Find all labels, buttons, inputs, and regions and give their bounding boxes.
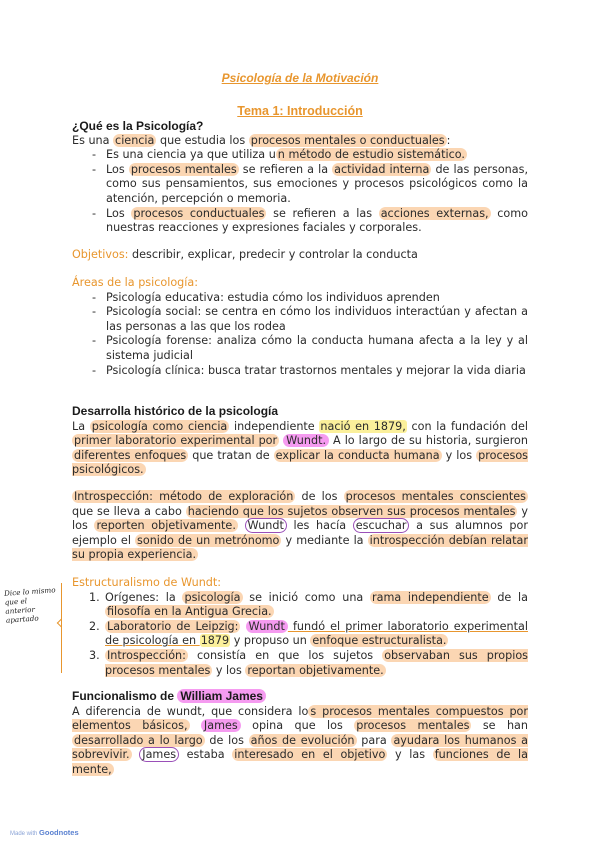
text: que tratan de xyxy=(188,448,274,462)
highlight: explicar la conducta humana xyxy=(275,448,440,462)
highlight: procesos mentales o conductuales xyxy=(250,133,445,147)
text: opina que los xyxy=(240,719,355,733)
text: : xyxy=(446,133,451,147)
document-title: Psicología de la Motivación xyxy=(221,71,379,85)
highlight: rama independiente xyxy=(371,590,489,604)
areas-heading: Áreas de la psicología: xyxy=(72,276,199,289)
text: a sus alumnos por ejemplo el xyxy=(72,519,528,547)
section-heading xyxy=(72,689,528,704)
highlight: interesado en el objetivo xyxy=(234,748,386,762)
underlined-text: fundó el primer laboratorio experimental de psicología en xyxy=(105,619,528,648)
paragraph xyxy=(72,705,528,778)
text: con la fundación del xyxy=(406,419,528,433)
text: y las xyxy=(387,748,433,762)
list-item xyxy=(72,620,528,649)
text: y mediante la xyxy=(281,533,368,547)
text: se inició como una xyxy=(242,590,370,604)
list-item: - Psicología educativa: estudia cómo los individuos aprenden xyxy=(72,291,528,306)
highlight-pink: Wundt. xyxy=(283,434,329,447)
highlight-pink: James xyxy=(201,719,241,732)
highlight: ayudara los humanos a sobrevivir. xyxy=(72,733,528,762)
text: Orígenes: la xyxy=(105,590,183,604)
text: y propuso un xyxy=(230,634,311,648)
list-item: - Psicología social: se centra en cómo los individuos interactúan y afectan a las personas a las que los rodea xyxy=(72,305,528,334)
text xyxy=(190,719,201,732)
section-areas xyxy=(72,276,528,378)
text: y los xyxy=(72,504,529,533)
text: de los xyxy=(204,733,249,747)
highlight-yellow: 1879 xyxy=(200,634,230,648)
goodnotes-watermark xyxy=(10,828,79,837)
handwritten-side-note: Dice lo mismo que el anterior apartado xyxy=(3,585,56,625)
highlight: Introspección: xyxy=(107,648,186,662)
highlight-yellow: nació en 1879, xyxy=(320,419,406,433)
text: A lo largo de su historia, surgieron xyxy=(329,434,528,448)
highlight: años de evolución xyxy=(250,733,355,747)
text: se han xyxy=(471,719,528,733)
section-heading: Desarrolla histórico de la psicología xyxy=(72,404,279,418)
highlight: actividad interna xyxy=(334,162,430,176)
estructuralismo-heading: Estructuralismo de Wundt: xyxy=(72,576,222,589)
circled-word: James xyxy=(139,747,179,762)
highlight: introspección debían relatar su propia experiencia. xyxy=(72,533,528,562)
text: de la xyxy=(490,590,528,604)
section-estructuralismo xyxy=(72,576,528,678)
section-funcionalismo xyxy=(72,689,528,778)
text: de los xyxy=(295,489,344,503)
areas-list xyxy=(72,291,528,379)
heading-text: Funcionalismo de xyxy=(72,689,178,703)
highlight: procesos conductuales xyxy=(133,206,265,220)
highlight: procesos mentales xyxy=(130,162,237,176)
highlight: s procesos mentales compuestos por elementos básicos, xyxy=(72,704,528,733)
document-subtitle: Tema 1: Introducción xyxy=(237,104,363,118)
item-number: 1. xyxy=(89,590,100,604)
highlight: observaban sus propios procesos mentales xyxy=(105,648,528,677)
text: estaba xyxy=(179,748,233,762)
section-que-es xyxy=(72,119,528,236)
text xyxy=(240,620,245,633)
text: y los xyxy=(212,663,246,677)
highlight: psicología como ciencia xyxy=(91,419,228,433)
estructuralismo-list xyxy=(72,591,528,679)
watermark-brand: Goodnotes xyxy=(39,828,79,837)
highlight: funciones de la mente, xyxy=(72,748,528,776)
paragraph xyxy=(72,420,528,478)
text: les hacía xyxy=(286,519,353,533)
intro-line xyxy=(72,134,528,149)
circled-word: escuchar xyxy=(353,518,410,533)
definition-list xyxy=(72,148,528,236)
list-item xyxy=(72,591,528,620)
list-item xyxy=(72,163,528,207)
text: que estudia los xyxy=(156,133,249,147)
item-number: 2. xyxy=(89,619,100,633)
section-desarrollo xyxy=(72,404,528,563)
text: para xyxy=(356,733,392,747)
list-item xyxy=(72,649,528,678)
paragraph xyxy=(72,490,528,563)
highlight: haciendo que los sujetos observen sus procesos mentales xyxy=(187,504,516,518)
circled-word: Wundt xyxy=(245,518,287,533)
text: La xyxy=(72,419,90,433)
highlight: procesos mentales conscientes xyxy=(345,489,526,503)
highlight: primer laboratorio experimental por xyxy=(74,434,278,448)
text: y los xyxy=(441,448,477,462)
item-number: 3. xyxy=(89,648,100,662)
highlight: filosofía en la Antigua Grecia. xyxy=(107,605,272,619)
highlight: desarrollado a lo largo xyxy=(74,733,203,747)
highlight: Introspección: método de exploración xyxy=(74,489,294,503)
highlight: procesos mentales xyxy=(356,719,470,733)
text: de las personas, como sus pensamientos, sus emociones y procesos psicológicos como la atención, percepción o memoria. xyxy=(106,162,528,205)
highlight: procesos psicológicos. xyxy=(72,448,528,477)
text: como nuestras reacciones y expresiones faciales y corporales. xyxy=(106,206,529,235)
highlight: Laboratorio de Leipzig: xyxy=(107,619,239,633)
text: Es una ciencia ya que utiliza u xyxy=(106,148,276,162)
text: Es una xyxy=(72,133,114,147)
highlight: sonido de un metrónomo xyxy=(137,533,280,547)
list-item xyxy=(72,207,528,236)
highlight: psicología xyxy=(184,590,241,604)
list-item: - Psicología clínica: busca tratar trastornos mentales y mejorar la vida diaria xyxy=(72,364,528,379)
list-item xyxy=(72,148,528,163)
watermark-prefix: Made with xyxy=(10,831,38,837)
text: se refieren a las xyxy=(266,206,379,220)
list-item: - Psicología forense: analiza cómo la conducta humana afecta a la ley y al sistema judicial xyxy=(72,334,528,363)
text: Los xyxy=(106,206,132,220)
text: Los xyxy=(106,162,129,176)
highlight: ciencia xyxy=(115,133,155,147)
text: independiente xyxy=(229,419,320,433)
text: se refieren a la xyxy=(238,162,333,176)
highlight: reporten objetivamente. xyxy=(96,519,236,533)
highlight: diferentes enfoques xyxy=(74,448,187,462)
text: consistía en que los sujetos xyxy=(187,648,383,662)
highlight-pink: William James xyxy=(177,689,266,703)
text: A diferencia de wundt, que considera lo xyxy=(72,704,309,718)
text xyxy=(238,519,245,532)
objetivos-label: Objetivos: xyxy=(72,248,129,261)
highlight-pink: Wundt xyxy=(246,620,288,633)
text: que se lleva a cabo xyxy=(72,504,186,518)
objetivos-text: describir, explicar, predecir y controlar la conducta xyxy=(128,248,418,261)
highlight: enfoque estructuralista. xyxy=(312,634,447,648)
highlight: acciones externas, xyxy=(380,206,489,220)
bracket-mark xyxy=(61,583,68,673)
objetivos-line xyxy=(72,248,528,263)
highlight: n método de estudio sistemático. xyxy=(277,148,465,162)
highlight: reportan objetivamente. xyxy=(247,663,384,677)
section-heading: ¿Qué es la Psicología? xyxy=(72,119,204,133)
